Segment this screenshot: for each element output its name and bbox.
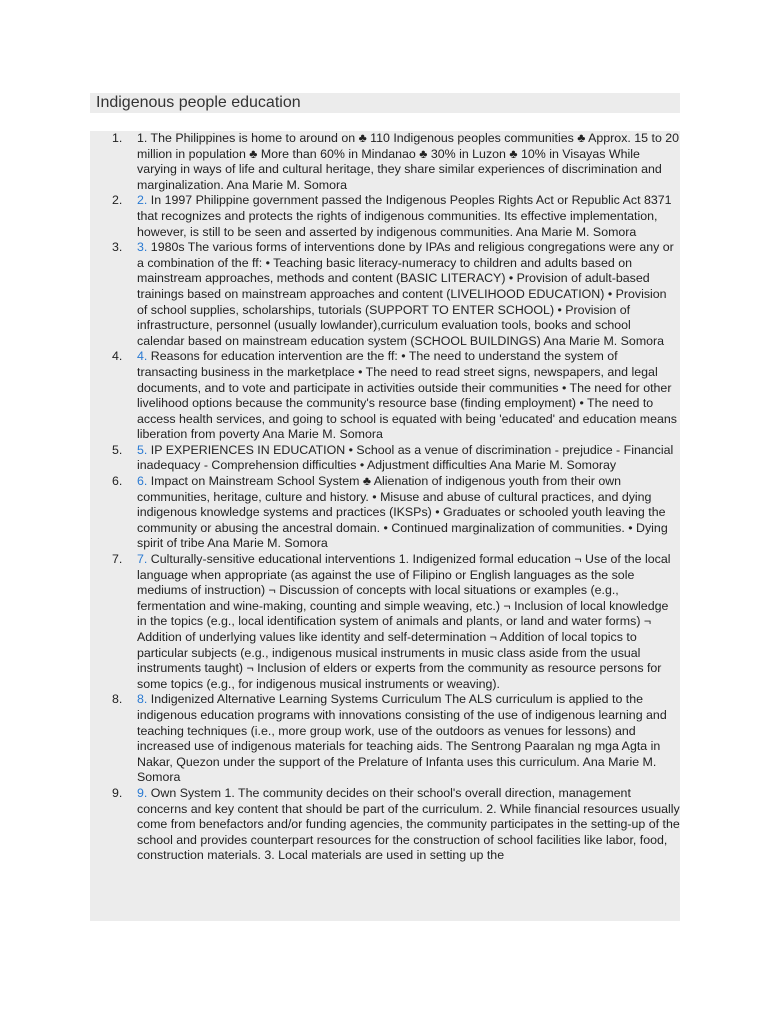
item-link-number[interactable]: 9.	[137, 785, 148, 800]
list-item	[90, 240, 680, 349]
item-text: Own System 1. The community decides on their school's overall direction, management concerns and key content that should be part of the curriculum. 2. While financial resources usually come from benefactors and/or funding agencies, the community participates in the setting-up of the school and provides counterpart resources for the construction of school facilities like labor, food, construction materials. 3. Local materials are used in setting up the	[137, 785, 680, 863]
item-number: 1.	[112, 131, 123, 145]
item-link-number[interactable]: 4.	[137, 349, 148, 364]
item-link-number[interactable]: 7.	[137, 552, 148, 567]
item-text: 1980s The various forms of interventions done by IPAs and religious congregations were any or a combination of the ff: • Teaching basic literacy-numeracy to children and adults based on mainstream approaches, methods and content (BASIC LITERACY) • Provision of adult-based trainings based on mainstream approaches and content (LIVELIHOOD EDUCATION) • Provision of school supplies, scholarships, tutorials (SUPPORT TO ENTER SCHOOL) • Provision of infrastructure, personnel (usually lowlander),curriculum evaluation tools, books and school calendar based on mainstream education system (SCHOOL BUILDINGS) Ana Marie M. Somora	[137, 240, 674, 348]
item-link-number[interactable]: 6.	[137, 474, 148, 489]
item-number: 4.	[112, 349, 123, 364]
list-item	[90, 786, 680, 864]
numbered-list	[90, 131, 680, 864]
item-number: 9.	[112, 785, 123, 800]
list-item	[90, 692, 680, 786]
list-item	[90, 552, 680, 692]
item-text: IP EXPERIENCES IN EDUCATION • School as a venue of discrimination - prejudice - Financial inadequacy - Comprehension difficulties • Adjustment difficulties Ana Marie M. Somoray	[137, 442, 674, 473]
item-text: In 1997 Philippine government passed the Indigenous Peoples Rights Act or Republic Act 8371 that recognizes and protects the rights of indigenous communities. Its effective implementation, however, is still to be seen and asserted by indigenous communities. Ana Marie M. Somora	[137, 193, 672, 239]
list-item	[90, 349, 680, 443]
page-title: Indigenous people education	[90, 93, 680, 113]
item-text: 1. The Philippines is home to around on ♣ 110 Indigenous peoples communities ♣ Approx. 15 to 20 million in population ♣ More than 60% in Mindanao ♣ 30% in Luzon ♣ 10% in Visayas While varying in ways of life and cultural heritage, they share similar experiences of discrimination and marginalization. Ana Marie M. Somora	[137, 131, 680, 192]
document-content	[90, 131, 680, 921]
item-link-number[interactable]: 5.	[137, 442, 148, 457]
item-number: 6.	[112, 474, 123, 489]
item-text: Indigenized Alternative Learning Systems Curriculum The ALS curriculum is applied to the indigenous education programs with innovations consisting of the use of indigenous learning and teaching techniques (i.e., more group work, use of the outdoors as venues for lessons) and increased use of indigenous materials for teaching aids. The Sentrong Paaralan ng mga Agta in Nakar, Quezon under the support of the Prelature of Infanta uses this curriculum. Ana Marie M. Somora	[137, 692, 667, 785]
item-number: 8.	[112, 692, 123, 707]
list-item	[90, 131, 680, 193]
item-link-number[interactable]: 8.	[137, 692, 148, 707]
item-number: 5.	[112, 442, 123, 457]
item-text: Reasons for education intervention are the ff: • The need to understand the system of transacting business in the marketplace • The need to read street signs, newspapers, and legal documents, and to vote and participate in activities outside their communities • The need for other livelihood options because the community's resource base (finding employment) • The need to access health services, and going to school is equated with being 'educated' and education means liberation from poverty Ana Marie M. Somora	[137, 349, 677, 442]
list-item	[90, 474, 680, 552]
item-link-number[interactable]: 3.	[137, 240, 148, 255]
list-item	[90, 443, 680, 474]
item-text: Culturally-sensitive educational interventions 1. Indigenized formal education ¬ Use of the local language when appropriate (as against the use of Filipino or English languages as the sole mediums of instruction) ¬ Discussion of concepts with local situations or examples (e.g., fermentation and wine-making, counting and simple weaving, etc.) ¬ Inclusion of local knowledge in the topics (e.g., local identification system of animals and plants, or land and water forms) ¬ Addition of underlying values like identity and self-determination ¬ Addition of local topics to particular subjects (e.g., indigenous musical instruments in music class aside from the usual instruments taught) ¬ Inclusion of elders or experts from the community as resource persons for some topics (e.g., for indigenous musical instruments or weaving).	[137, 552, 671, 691]
item-number: 3.	[112, 240, 123, 255]
item-number: 2.	[112, 193, 123, 208]
list-item	[90, 193, 680, 240]
item-link-number[interactable]: 2.	[137, 193, 148, 208]
item-number: 7.	[112, 552, 123, 567]
item-text: Impact on Mainstream School System ♣ Alienation of indigenous youth from their own communities, heritage, culture and history. • Misuse and abuse of cultural practices, and dying indigenous knowledge systems and practices (IKSPs) • Graduates or schooled youth leaving the community or abusing the ancestral domain. • Continued marginalization of communities. • Dying spirit of tribe Ana Marie M. Somora	[137, 474, 668, 551]
